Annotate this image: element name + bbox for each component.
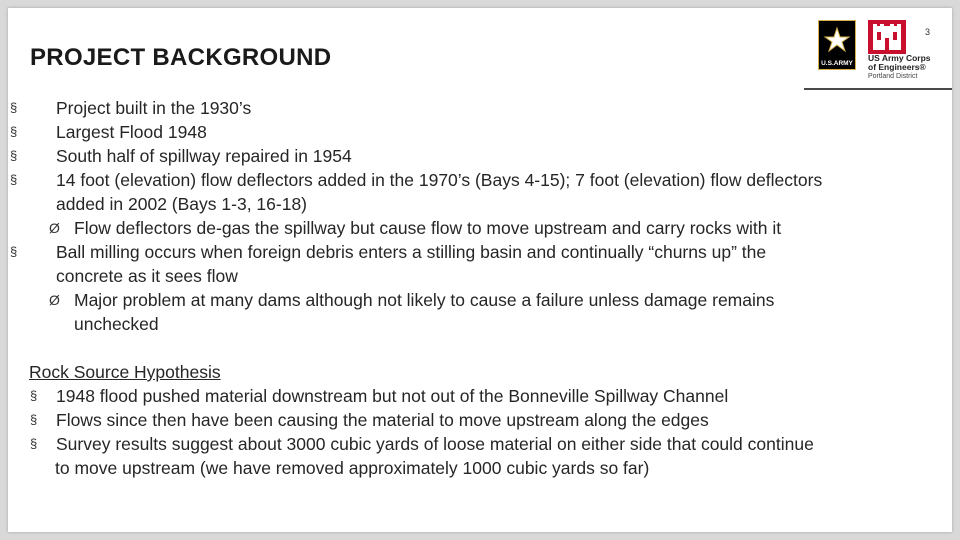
bullet-icon: §	[10, 148, 18, 163]
hypothesis-item: Flows since then have been causing the material to move upstream along the edges	[56, 410, 709, 430]
bullet-item: Largest Flood 1948	[56, 122, 207, 142]
arrow-bullet-icon: Ø	[49, 292, 60, 308]
hypothesis-heading: Rock Source Hypothesis	[29, 362, 221, 382]
bullet-item: South half of spillway repaired in 1954	[56, 146, 352, 166]
arrow-bullet-icon: Ø	[49, 220, 60, 236]
bullet-icon: §	[30, 436, 38, 451]
bullet-icon: §	[30, 412, 38, 427]
page-number: 3	[925, 27, 931, 37]
usace-line-1: US Army Corps	[868, 53, 931, 63]
army-logo-text: U.S.ARMY	[821, 60, 853, 67]
slide-body	[8, 8, 952, 532]
usace-district: Portland District	[868, 73, 918, 80]
sub-bullet-item: Major problem at many dams although not likely to cause a failure unless damage remains	[74, 290, 775, 310]
hypothesis-item: 1948 flood pushed material downstream but not out of the Bonneville Spillway Channel	[56, 386, 729, 406]
sub-bullet-item: Flow deflectors de-gas the spillway but cause flow to move upstream and carry rocks with it	[74, 218, 782, 238]
bullet-icon: §	[10, 172, 18, 187]
bullet-icon: §	[10, 244, 18, 259]
usace-line-2: of Engineers®	[868, 62, 926, 72]
bullet-item: 14 foot (elevation) flow deflectors added in the 1970’s (Bays 4-15); 7 foot (elevation) flow deflectors	[56, 170, 823, 190]
slide	[8, 8, 952, 532]
page-title: PROJECT BACKGROUND	[30, 44, 332, 71]
bullet-icon: §	[30, 388, 38, 403]
sub-bullet-item-continuation: unchecked	[74, 314, 159, 334]
bullet-item-continuation: added in 2002 (Bays 1-3, 16-18)	[56, 194, 307, 214]
hypothesis-item: Survey results suggest about 3000 cubic yards of loose material on either side that could continue	[56, 434, 814, 454]
bullet-item: Project built in the 1930’s	[56, 98, 252, 118]
bullet-icon: §	[10, 124, 18, 139]
bullet-icon: §	[10, 100, 18, 115]
bullet-item: Ball milling occurs when foreign debris enters a stilling basin and continually “churns up” the	[56, 242, 767, 262]
hypothesis-item-continuation: to move upstream (we have removed approximately 1000 cubic yards so far)	[55, 458, 650, 478]
bullet-item-continuation: concrete as it sees flow	[56, 266, 238, 286]
